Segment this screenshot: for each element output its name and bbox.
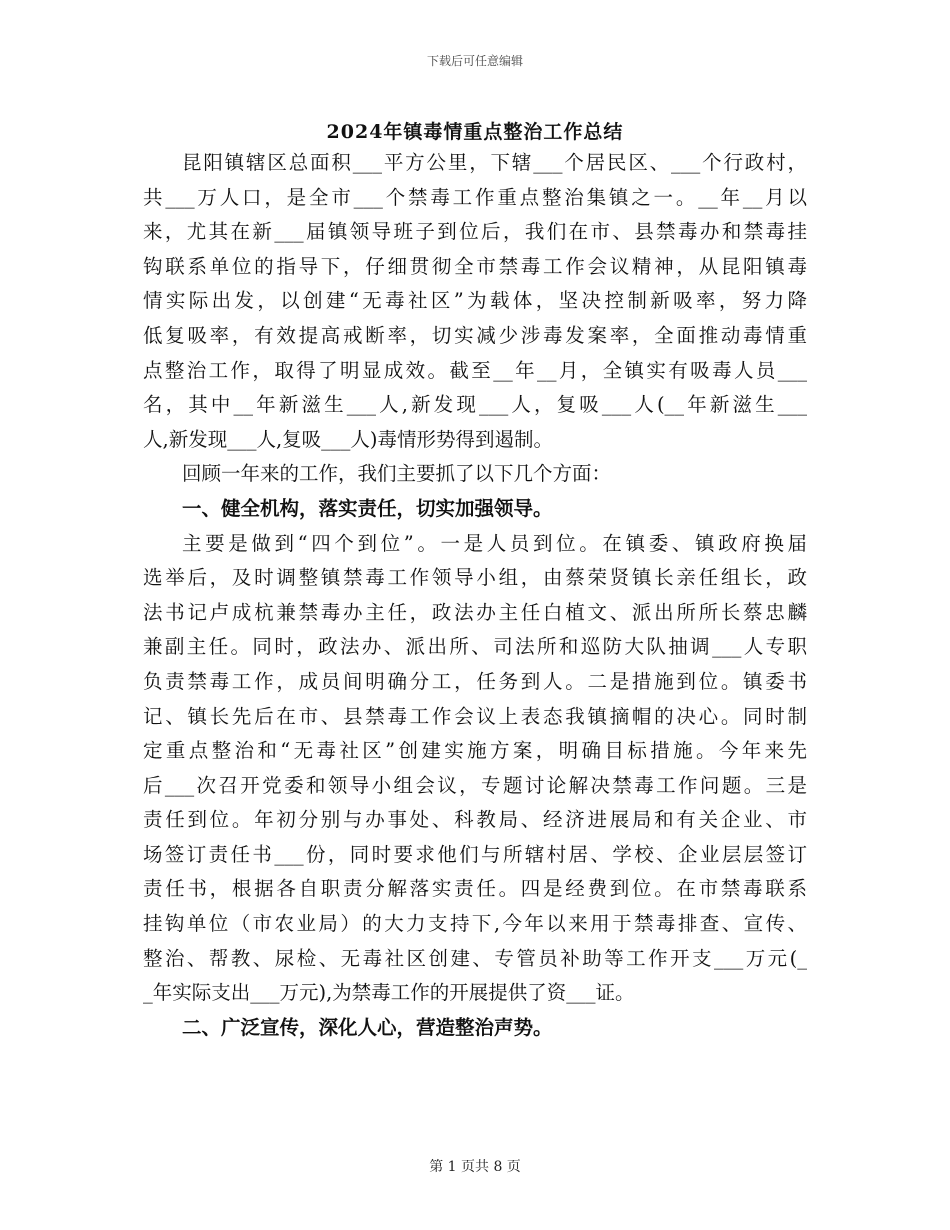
paragraph-line: 定重点整治和“无毒社区”创建实施方案，明确目标措施。今年来先 bbox=[143, 739, 807, 763]
paragraph-line: 记、镇长先后在市、县禁毒工作会议上表态我镇摘帽的决心。同时制 bbox=[143, 704, 807, 728]
paragraph-line: 责任到位。年初分别与办事处、科教局、经济进展局和有关企业、市 bbox=[143, 808, 807, 832]
paragraph-line: 回顾一年来的工作，我们主要抓了以下几个方面： bbox=[182, 462, 612, 486]
paragraph-line: 负责禁毒工作，成员间明确分工，任务到人。二是措施到位。镇委书 bbox=[143, 669, 807, 693]
paragraph-line: 名，其中__年新滋生___人,新发现___人，复吸___人(__年新滋生___ bbox=[143, 393, 807, 417]
paragraph-line: 挂钩单位（市农业局）的大力支持下,今年以来用于禁毒排查、宣传、 bbox=[143, 912, 807, 936]
document-body bbox=[143, 146, 807, 1045]
paragraph-line: 点整治工作，取得了明显成效。截至__年__月，全镇实有吸毒人员___ bbox=[143, 358, 807, 382]
paragraph-line: 兼副主任。同时，政法办、派出所、司法所和巡防大队抽调___人专职 bbox=[143, 635, 807, 659]
paragraph-line: 选举后，及时调整镇禁毒工作领导小组，由蔡荣贤镇长亲任组长，政 bbox=[143, 566, 807, 590]
paragraph-line: 责任书，根据各自职责分解落实责任。四是经费到位。在市禁毒联系 bbox=[143, 877, 807, 901]
paragraph-line: 共___万人口，是全市___个禁毒工作重点整治集镇之一。__年__月以 bbox=[143, 185, 807, 209]
paragraph-line: 昆阳镇辖区总面积___平方公里，下辖___个居民区、___个行政村， bbox=[182, 151, 807, 174]
paragraph-line: _年实际支出___万元),为禁毒工作的开展提供了资___证。 bbox=[143, 981, 635, 1005]
section-heading: 一、健全机构，落实责任，切实加强领导。 bbox=[182, 496, 553, 520]
paragraph-line: 整治、帮教、尿检、无毒社区创建、专管员补助等工作开支___万元(_ bbox=[143, 946, 807, 970]
paragraph-line: 人,新发现___人,复吸___人)毒情形势得到遏制。 bbox=[143, 427, 554, 451]
paragraph-line: 主要是做到“四个到位”。一是人员到位。在镇委、镇政府换届 bbox=[182, 531, 807, 555]
paragraph-line: 低复吸率，有效提高戒断率，切实减少涉毒发案率，全面推动毒情重 bbox=[143, 323, 807, 347]
document-title: 2024年镇毒情重点整治工作总结 bbox=[326, 121, 624, 143]
paragraph-line: 场签订责任书___份，同时要求他们与所辖村居、学校、企业层层签订 bbox=[143, 842, 807, 866]
page-footer: 第 1 页共 8 页 bbox=[429, 1159, 521, 1175]
paragraph-line: 情实际出发，以创建“无毒社区”为载体，坚决控制新吸率，努力降 bbox=[143, 289, 807, 313]
paragraph-line: 钩联系单位的指导下，仔细贯彻全市禁毒工作会议精神，从昆阳镇毒 bbox=[143, 254, 807, 278]
paragraph-line: 法书记卢成杭兼禁毒办主任，政法办主任白植文、派出所所长蔡忠麟 bbox=[143, 600, 807, 624]
section-heading: 二、广泛宣传，深化人心，营造整治声势。 bbox=[182, 1015, 553, 1039]
paragraph-line: 后___次召开党委和领导小组会议，专题讨论解决禁毒工作问题。三是 bbox=[143, 773, 807, 797]
page-header-note: 下载后可任意编辑 bbox=[426, 54, 523, 68]
paragraph-line: 来，尤其在新___届镇领导班子到位后，我们在市、县禁毒办和禁毒挂 bbox=[143, 220, 807, 244]
